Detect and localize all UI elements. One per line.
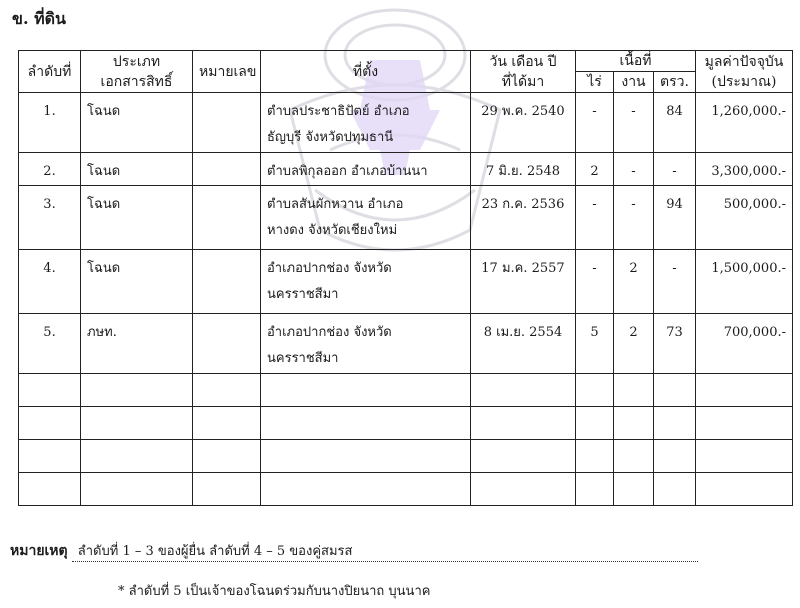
col-date-header xyxy=(471,51,576,93)
cell-wa: 94 xyxy=(654,186,696,250)
empty-row xyxy=(19,374,793,407)
cell-value: 1,260,000.- xyxy=(696,93,793,153)
cell-rai: - xyxy=(576,250,614,314)
table-row xyxy=(19,186,793,250)
cell-date: 29 พ.ค. 2540 xyxy=(471,93,576,153)
location-line1: อำเภอปากช่อง จังหวัด xyxy=(267,325,392,340)
cell-date: 7 มิ.ย. 2548 xyxy=(471,153,576,186)
col-value-line1: มูลค่าปัจจุบัน xyxy=(704,53,784,70)
table-row xyxy=(19,93,793,153)
cell-location xyxy=(261,186,471,250)
cell-no: 2. xyxy=(19,153,81,186)
cell-value: 1,500,000.- xyxy=(696,250,793,314)
remarks-label: หมายเหตุ xyxy=(10,543,68,559)
table-row xyxy=(19,153,793,186)
cell-value: 3,300,000.- xyxy=(696,153,793,186)
empty-row xyxy=(19,473,793,506)
empty-row xyxy=(19,440,793,473)
table-row xyxy=(19,314,793,374)
cell-wa: 84 xyxy=(654,93,696,153)
section-heading: ข. ที่ดิน xyxy=(12,9,66,28)
col-no-header: ลำดับที่ xyxy=(19,51,81,93)
cell-value: 500,000.- xyxy=(696,186,793,250)
cell-date: 23 ก.ค. 2536 xyxy=(471,186,576,250)
cell-wa: - xyxy=(654,250,696,314)
location-line2: หางดง จังหวัดเชียงใหม่ xyxy=(267,223,398,238)
col-value-line2: (ประมาณ) xyxy=(711,73,777,90)
col-date-line1: วัน เดือน ปี xyxy=(489,53,557,70)
col-location-header: ที่ตั้ง xyxy=(261,51,471,93)
cell-type: โฉนด xyxy=(81,186,193,250)
col-ngan-header: งาน xyxy=(614,72,654,93)
remarks xyxy=(10,540,770,562)
cell-number xyxy=(193,153,261,186)
remarks-text: ลำดับที่ 1 – 3 ของผู้ยื่น ลำดับที่ 4 – 5 ของคู่สมรส xyxy=(72,540,698,562)
cell-ngan: - xyxy=(614,186,654,250)
cell-no: 4. xyxy=(19,250,81,314)
cell-rai: - xyxy=(576,93,614,153)
location-line1: ตำบลพิกุลออก อำเภอบ้านนา xyxy=(267,164,428,179)
cell-no: 3. xyxy=(19,186,81,250)
cell-ngan: 2 xyxy=(614,314,654,374)
cell-number xyxy=(193,93,261,153)
cell-value: 700,000.- xyxy=(696,314,793,374)
cell-ngan: 2 xyxy=(614,250,654,314)
cell-wa: - xyxy=(654,153,696,186)
cell-wa: 73 xyxy=(654,314,696,374)
cell-location xyxy=(261,314,471,374)
location-line1: อำเภอปากช่อง จังหวัด xyxy=(267,261,392,276)
col-wa-header: ตรว. xyxy=(654,72,696,93)
cell-no: 5. xyxy=(19,314,81,374)
location-line2: นครราชสีมา xyxy=(267,287,339,302)
remarks-footnote: * ลำดับที่ 5 เป็นเจ้าของโฉนดร่วมกับนางปิยนาถ บุนนาค xyxy=(118,584,431,599)
cell-location xyxy=(261,250,471,314)
location-line2: นครราชสีมา xyxy=(267,351,339,366)
cell-number xyxy=(193,186,261,250)
location-line1: ตำบลประชาธิปัตย์ อำเภอ xyxy=(267,104,410,119)
col-number-header: หมายเลข xyxy=(193,51,261,93)
cell-location xyxy=(261,153,471,186)
col-type-line1: ประเภท xyxy=(112,53,161,70)
cell-ngan: - xyxy=(614,153,654,186)
cell-type: โฉนด xyxy=(81,93,193,153)
header-row xyxy=(19,51,793,72)
location-line1: ตำบลสันผักหวาน อำเภอ xyxy=(267,197,404,212)
cell-rai: 5 xyxy=(576,314,614,374)
cell-type: โฉนด xyxy=(81,153,193,186)
cell-date: 8 เม.ย. 2554 xyxy=(471,314,576,374)
col-type-line2: เอกสารสิทธิ์ xyxy=(100,73,173,90)
col-area-header: เนื้อที่ xyxy=(576,51,696,72)
cell-location xyxy=(261,93,471,153)
cell-number xyxy=(193,314,261,374)
cell-ngan: - xyxy=(614,93,654,153)
cell-type: โฉนด xyxy=(81,250,193,314)
cell-number xyxy=(193,250,261,314)
cell-rai: 2 xyxy=(576,153,614,186)
col-type-header xyxy=(81,51,193,93)
table-row xyxy=(19,250,793,314)
col-value-header xyxy=(696,51,793,93)
location-line2: ธัญบุรี จังหวัดปทุมธานี xyxy=(267,130,394,145)
cell-no: 1. xyxy=(19,93,81,153)
cell-type: ภษท. xyxy=(81,314,193,374)
cell-rai: - xyxy=(576,186,614,250)
col-date-line2: ที่ได้มา xyxy=(501,73,545,90)
land-table xyxy=(18,50,793,506)
col-rai-header: ไร่ xyxy=(576,72,614,93)
cell-date: 17 ม.ค. 2557 xyxy=(471,250,576,314)
empty-row xyxy=(19,407,793,440)
